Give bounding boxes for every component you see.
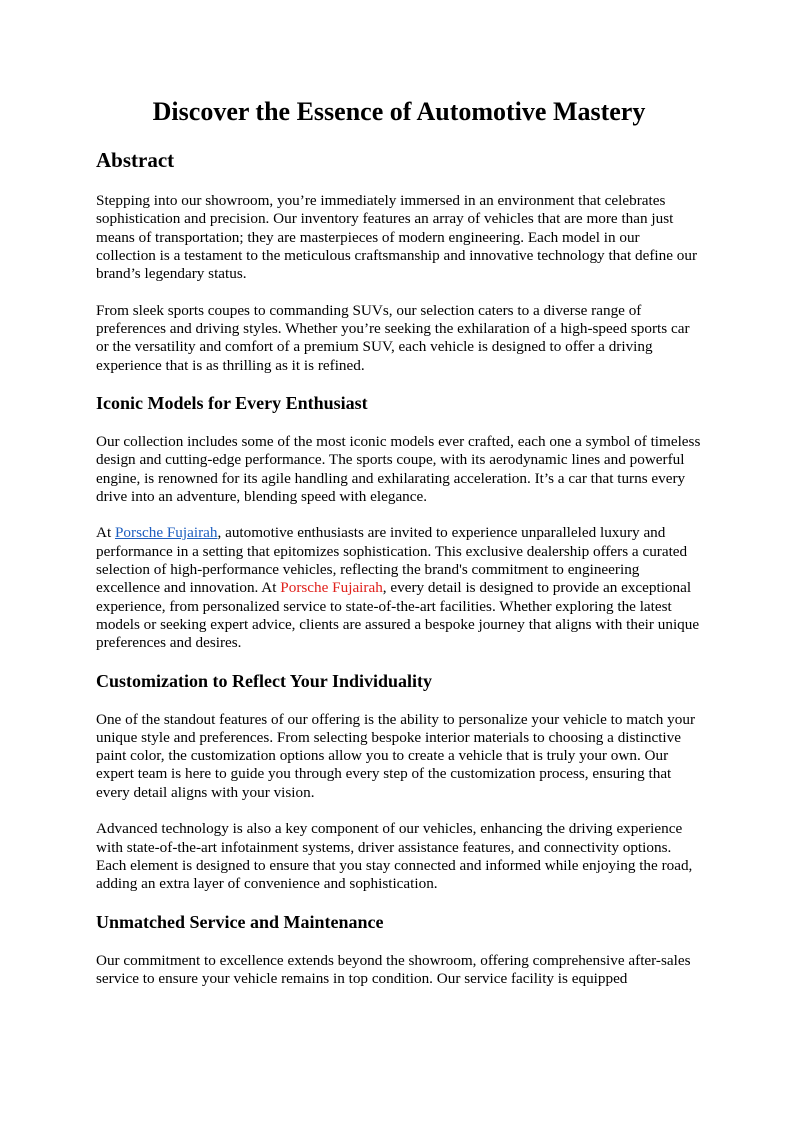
iconic-p2-prefix: At xyxy=(96,524,115,542)
page-title: Discover the Essence of Automotive Mastery xyxy=(152,97,646,126)
iconic-models-heading: Iconic Models for Every Enthusiast xyxy=(96,392,368,413)
porsche-fujairah-link[interactable]: Porsche Fujairah xyxy=(114,524,218,542)
abstract-heading: Abstract xyxy=(96,148,175,172)
service-paragraph-1: Our commitment to excellence extends beyond the showroom, offering comprehensive after-sales service to ensure your vehicle remains in top condition. Our service facility is equipped xyxy=(96,951,691,987)
iconic-p2-suffix: , every detail is designed to provide an exceptional experience, from personalized service to state-of-the-art facilities. Whether exploring the latest models or seeking expert advice, clients are assured a bespoke journey that aligns with their unique preferences and desires. xyxy=(96,579,700,652)
iconic-paragraph-1: Our collection includes some of the most iconic models ever crafted, each one a symbol of timeless design and cutting-edge performance. The sports coupe, with its aerodynamic lines and powerful engine, is renowned for its agile handling and exhilarating acceleration. It’s a car that turns every drive into an adventure, blending speed with elegance. xyxy=(96,432,701,505)
customization-paragraph-1: One of the standout features of our offering is the ability to personalize your vehicle to match your unique style and preferences. From selecting bespoke interior materials to choosing a distinctive paint color, the customization options allow you to create a vehicle that is truly your own. Our expert team is here to guide you through every step of the customization process, ensuring that every detail aligns with your vision. xyxy=(96,710,696,801)
abstract-paragraph-1: Stepping into our showroom, you’re immediately immersed in an environment that celebrates sophistication and precision. Our inventory features an array of vehicles that are more than just means of transportation; they are masterpieces of modern engineering. Each model in our collection is a testament to the meticulous craftsmanship and innovative technology that define our brand’s legendary status. xyxy=(96,192,698,283)
porsche-fujairah-highlight[interactable]: Porsche Fujairah xyxy=(280,579,383,597)
service-heading: Unmatched Service and Maintenance xyxy=(96,911,384,932)
customization-heading: Customization to Reflect Your Individuality xyxy=(96,670,433,691)
iconic-paragraph-2 xyxy=(96,524,702,652)
document-page xyxy=(96,95,702,988)
customization-paragraph-2: Advanced technology is also a key component of our vehicles, enhancing the driving experience with state-of-the-art infotainment systems, driver assistance features, and connectivity options. Each element is designed to ensure that you stay connected and informed while enjoying the road, adding an extra layer of convenience and sophistication. xyxy=(96,820,693,893)
abstract-paragraph-2: From sleek sports coupes to commanding SUVs, our selection caters to a diverse range of preferences and driving styles. Whether you’re seeking the exhilaration of a high-speed sports car or the versatility and comfort of a premium SUV, each vehicle is designed to offer a driving experience that is as thrilling as it is refined. xyxy=(96,301,690,374)
iconic-p2-middle: , automotive enthusiasts are invited to experience unparalleled luxury and performance in a setting that epitomizes sophistication. This exclusive dealership offers a curated selection of high-performance vehicles, reflecting the brand's commitment to engineering excellence and innovation. At xyxy=(96,524,688,597)
